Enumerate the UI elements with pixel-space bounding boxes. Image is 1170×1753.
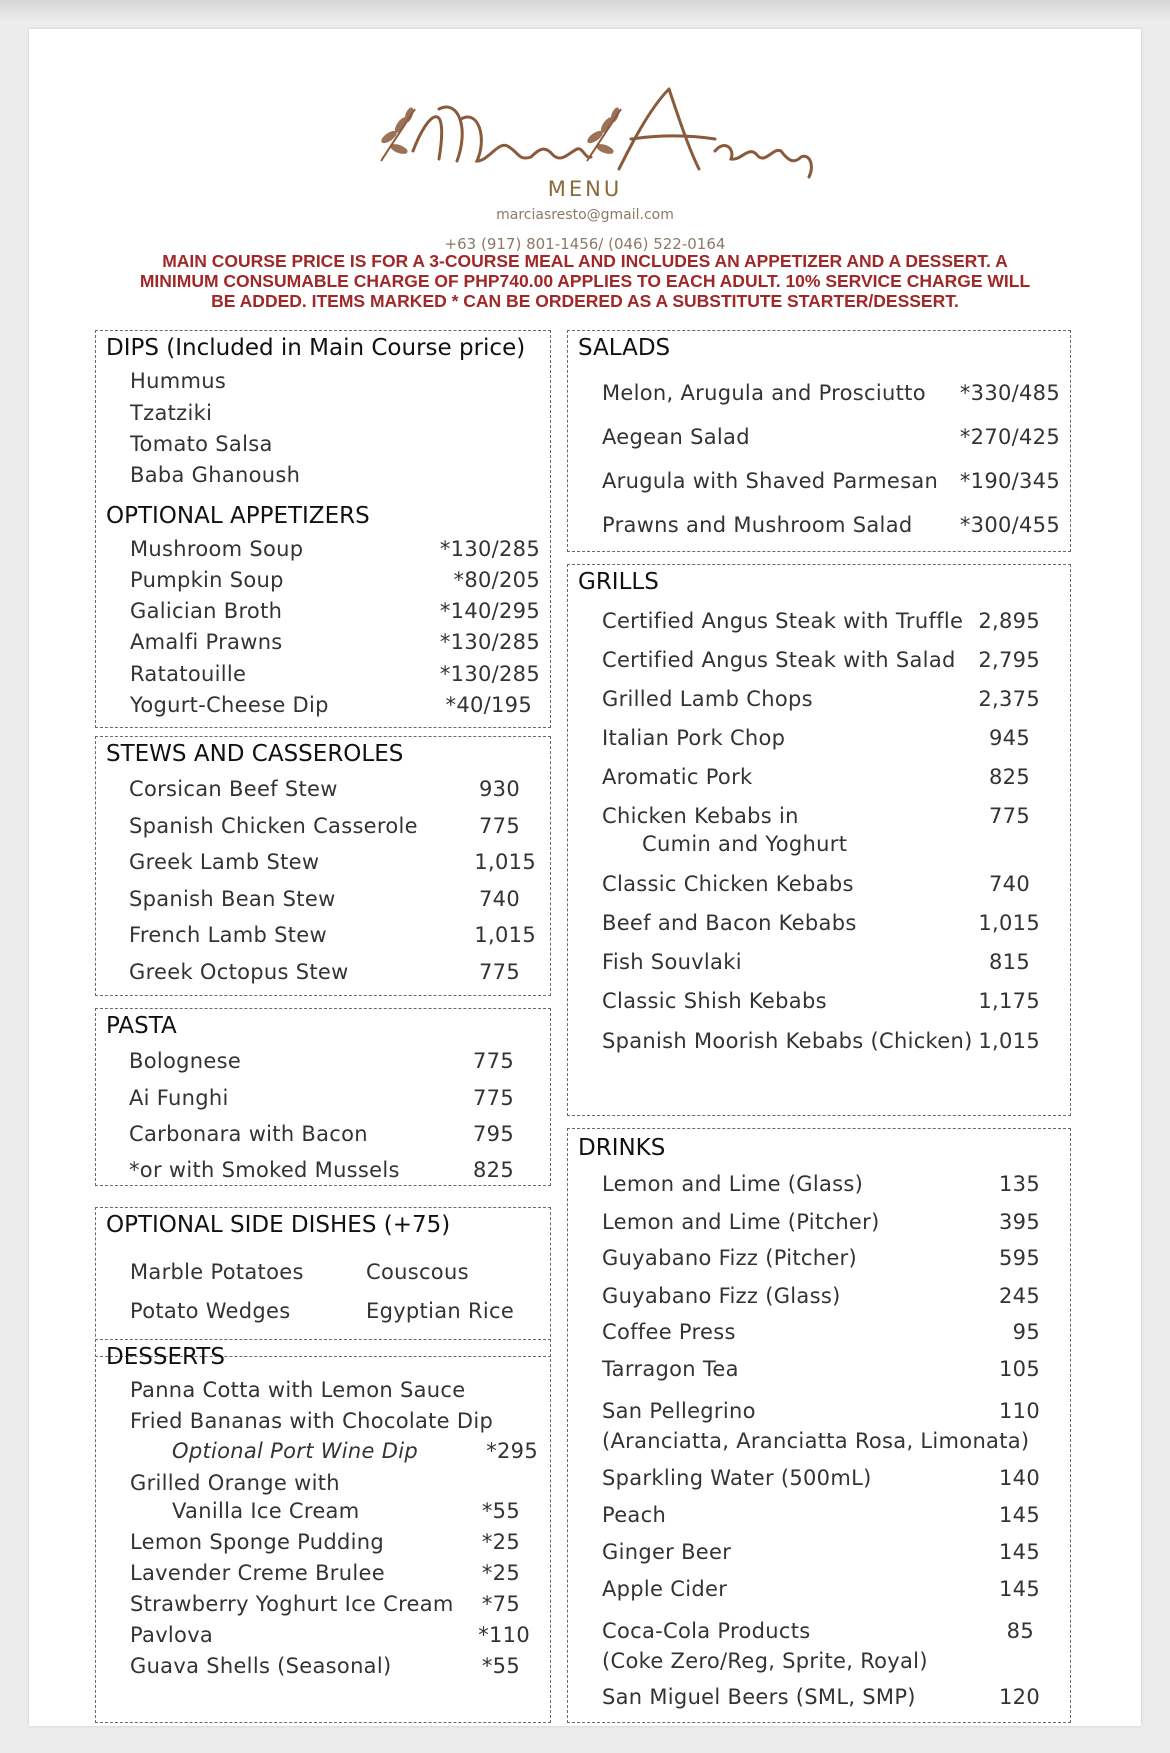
grill-item: Classic Shish Kebabs — [602, 989, 827, 1013]
dessert-price: *55 — [481, 1654, 520, 1678]
dessert-price: *55 — [481, 1499, 520, 1523]
drink-price: 145 — [999, 1577, 1040, 1601]
stew-price: 1,015 — [474, 923, 536, 947]
dips-appetizers-section — [95, 330, 551, 728]
menu-heading: MENU — [547, 177, 623, 201]
side-item: Egyptian Rice — [366, 1299, 515, 1323]
desserts-section — [95, 1339, 551, 1723]
stew-item: Greek Lamb Stew — [129, 850, 320, 874]
salad-item: Aegean Salad — [602, 425, 750, 449]
sides-title: OPTIONAL SIDE DISHES (+75) — [106, 1212, 451, 1238]
salad-price: *330/485 — [959, 381, 1060, 405]
drink-price: 145 — [999, 1540, 1040, 1564]
grill-item: Classic Chicken Kebabs — [602, 872, 854, 896]
stew-price: 740 — [479, 887, 520, 911]
grill-item: Fish Souvlaki — [602, 950, 742, 974]
dessert-price: *75 — [481, 1592, 520, 1616]
salads-section — [567, 330, 1071, 552]
side-dishes-section — [95, 1207, 551, 1357]
drink-price: 85 — [1006, 1619, 1034, 1643]
dips-title: DIPS (Included in Main Course price) — [106, 335, 526, 361]
salad-item: Arugula with Shaved Parmesan — [602, 469, 939, 493]
drink-item: (Aranciatta, Aranciatta Rosa, Limonata) — [602, 1429, 1030, 1453]
pasta-title: PASTA — [106, 1013, 177, 1039]
dip-item: Baba Ghanoush — [130, 463, 301, 487]
appetizer-item: Amalfi Prawns — [130, 630, 283, 654]
dip-item: Tomato Salsa — [130, 432, 273, 456]
dessert-item: Fried Bananas with Chocolate Dip — [130, 1409, 494, 1433]
appetizer-price: *130/285 — [439, 630, 540, 654]
grill-item: Aromatic Pork — [602, 765, 753, 789]
appetizer-price: *80/205 — [453, 568, 540, 592]
dessert-item: Lavender Creme Brulee — [130, 1561, 385, 1585]
grill-item: Beef and Bacon Kebabs — [602, 911, 857, 935]
grill-price: 740 — [989, 872, 1030, 896]
appetizer-price: *130/285 — [439, 662, 540, 686]
grill-price: 1,175 — [978, 989, 1040, 1013]
brand-header — [29, 29, 1141, 253]
dip-item: Hummus — [130, 369, 227, 393]
grill-item: Italian Pork Chop — [602, 726, 786, 750]
drink-price: 140 — [999, 1466, 1040, 1490]
grill-item: Chicken Kebabs in — [602, 804, 799, 828]
appetizer-item: Pumpkin Soup — [130, 568, 284, 592]
drink-price: 135 — [999, 1172, 1040, 1196]
dessert-item: Strawberry Yoghurt Ice Cream — [130, 1592, 454, 1616]
grill-price: 2,795 — [978, 648, 1040, 672]
grill-price: 2,375 — [978, 687, 1040, 711]
drink-item: Coca-Cola Products — [602, 1619, 811, 1643]
drink-price: 110 — [999, 1399, 1040, 1423]
salad-price: *190/345 — [959, 469, 1060, 493]
dessert-item: Guava Shells (Seasonal) — [130, 1654, 392, 1678]
contact-email: marciasresto@gmail.com — [496, 207, 674, 223]
side-item: Potato Wedges — [130, 1299, 291, 1323]
grill-item: Grilled Lamb Chops — [602, 687, 813, 711]
pasta-price: 795 — [473, 1122, 514, 1146]
stew-item: Spanish Chicken Casserole — [129, 814, 418, 838]
grill-price: 825 — [989, 765, 1030, 789]
grills-section — [567, 564, 1071, 1116]
stews-title: STEWS AND CASSEROLES — [106, 741, 404, 767]
dessert-price: *25 — [481, 1561, 520, 1585]
pasta-price: 775 — [473, 1049, 514, 1073]
dessert-item: Pavlova — [130, 1623, 214, 1647]
dessert-item: Vanilla Ice Cream — [172, 1499, 360, 1523]
grill-price: 775 — [989, 804, 1030, 828]
dessert-price: *25 — [481, 1530, 520, 1554]
pasta-item: *or with Smoked Mussels — [129, 1158, 400, 1182]
dip-item: Tzatziki — [130, 401, 213, 425]
grill-item: Certified Angus Steak with Truffle — [602, 609, 964, 633]
drink-item: Tarragon Tea — [602, 1357, 739, 1381]
stew-price: 775 — [479, 814, 520, 838]
grill-item: Spanish Moorish Kebabs (Chicken) — [602, 1029, 973, 1053]
contact-phone: +63 (917) 801-1456/ (046) 522-0164 — [444, 235, 726, 253]
appetizer-item: Ratatouille — [130, 662, 247, 686]
stew-item: Greek Octopus Stew — [129, 960, 349, 984]
drink-item: Guyabano Fizz (Pitcher) — [602, 1246, 857, 1270]
dessert-price: *110 — [478, 1623, 530, 1647]
stews-section — [95, 736, 551, 996]
dessert-item: Optional Port Wine Dip — [172, 1439, 418, 1463]
drink-item: San Pellegrino — [602, 1399, 756, 1423]
dessert-item: Grilled Orange with — [130, 1471, 340, 1495]
appetizer-price: *140/295 — [439, 599, 540, 623]
grill-price: 815 — [989, 950, 1030, 974]
drink-price: 395 — [999, 1210, 1040, 1234]
stew-item: Corsican Beef Stew — [129, 777, 338, 801]
grills-title: GRILLS — [578, 569, 659, 595]
stew-price: 1,015 — [474, 850, 536, 874]
menu-notice: MAIN COURSE PRICE IS FOR A 3-COURSE MEAL AND INCLUDES AN APPETIZER AND A DESSERT. A MINIMUM CONSUMABLE CHARGE OF PHP740.00 APPLIES TO EACH ADULT. 10% SERVICE CHARGE WILL BE ADDED. ITEMS MARKED * CAN BE ORDERED AS A SUBSTITUTE STARTER/DESSERT. — [139, 251, 1031, 311]
drink-item: Sparkling Water (500mL) — [602, 1466, 872, 1490]
grill-item: Cumin and Yoghurt — [642, 832, 848, 856]
dessert-price: *295 — [486, 1439, 538, 1463]
drink-item: San Miguel Beers (SML, SMP) — [602, 1685, 916, 1709]
pasta-item: Ai Funghi — [129, 1086, 229, 1110]
appetizer-price: *40/195 — [445, 693, 532, 717]
drink-price: 120 — [999, 1685, 1040, 1709]
pasta-section — [95, 1008, 551, 1186]
grill-price: 2,895 — [978, 609, 1040, 633]
salad-price: *270/425 — [959, 425, 1060, 449]
stew-item: Spanish Bean Stew — [129, 887, 336, 911]
drinks-section — [567, 1128, 1071, 1723]
side-item: Marble Potatoes — [130, 1260, 304, 1284]
stew-price: 775 — [479, 960, 520, 984]
appetizers-title: OPTIONAL APPETIZERS — [106, 503, 370, 529]
salad-item: Melon, Arugula and Prosciutto — [602, 381, 926, 405]
grill-item: Certified Angus Steak with Salad — [602, 648, 956, 672]
drinks-title: DRINKS — [578, 1135, 666, 1161]
dessert-item: Lemon Sponge Pudding — [130, 1530, 385, 1554]
desserts-title: DESSERTS — [106, 1344, 225, 1370]
stew-item: French Lamb Stew — [129, 923, 327, 947]
drink-item: Guyabano Fizz (Glass) — [602, 1284, 841, 1308]
drink-item: Ginger Beer — [602, 1540, 732, 1564]
drink-item: (Coke Zero/Reg, Sprite, Royal) — [602, 1649, 928, 1673]
pasta-price: 775 — [473, 1086, 514, 1110]
drink-price: 595 — [999, 1246, 1040, 1270]
appetizer-item: Galician Broth — [130, 599, 283, 623]
salads-title: SALADS — [578, 335, 671, 361]
drink-item: Lemon and Lime (Pitcher) — [602, 1210, 880, 1234]
drink-item: Coffee Press — [602, 1320, 736, 1344]
window-top-bar — [0, 0, 1170, 22]
side-item: Couscous — [366, 1260, 469, 1284]
grill-price: 1,015 — [978, 1029, 1040, 1053]
drink-price: 245 — [999, 1284, 1040, 1308]
dessert-item: Panna Cotta with Lemon Sauce — [130, 1378, 466, 1402]
pasta-item: Bolognese — [129, 1049, 242, 1073]
drink-price: 95 — [1012, 1320, 1040, 1344]
grill-price: 1,015 — [978, 911, 1040, 935]
drink-price: 105 — [999, 1357, 1040, 1381]
appetizer-price: *130/285 — [439, 537, 540, 561]
drink-item: Lemon and Lime (Glass) — [602, 1172, 864, 1196]
grill-price: 945 — [989, 726, 1030, 750]
pasta-price: 825 — [473, 1158, 514, 1182]
salad-price: *300/455 — [959, 513, 1060, 537]
drink-price: 145 — [999, 1503, 1040, 1527]
pasta-item: Carbonara with Bacon — [129, 1122, 368, 1146]
appetizer-item: Mushroom Soup — [130, 537, 304, 561]
drink-item: Peach — [602, 1503, 667, 1527]
appetizer-item: Yogurt-Cheese Dip — [130, 693, 329, 717]
salad-item: Prawns and Mushroom Salad — [602, 513, 913, 537]
stew-price: 930 — [479, 777, 520, 801]
drink-item: Apple Cider — [602, 1577, 728, 1601]
menu-sheet — [29, 29, 1141, 1726]
